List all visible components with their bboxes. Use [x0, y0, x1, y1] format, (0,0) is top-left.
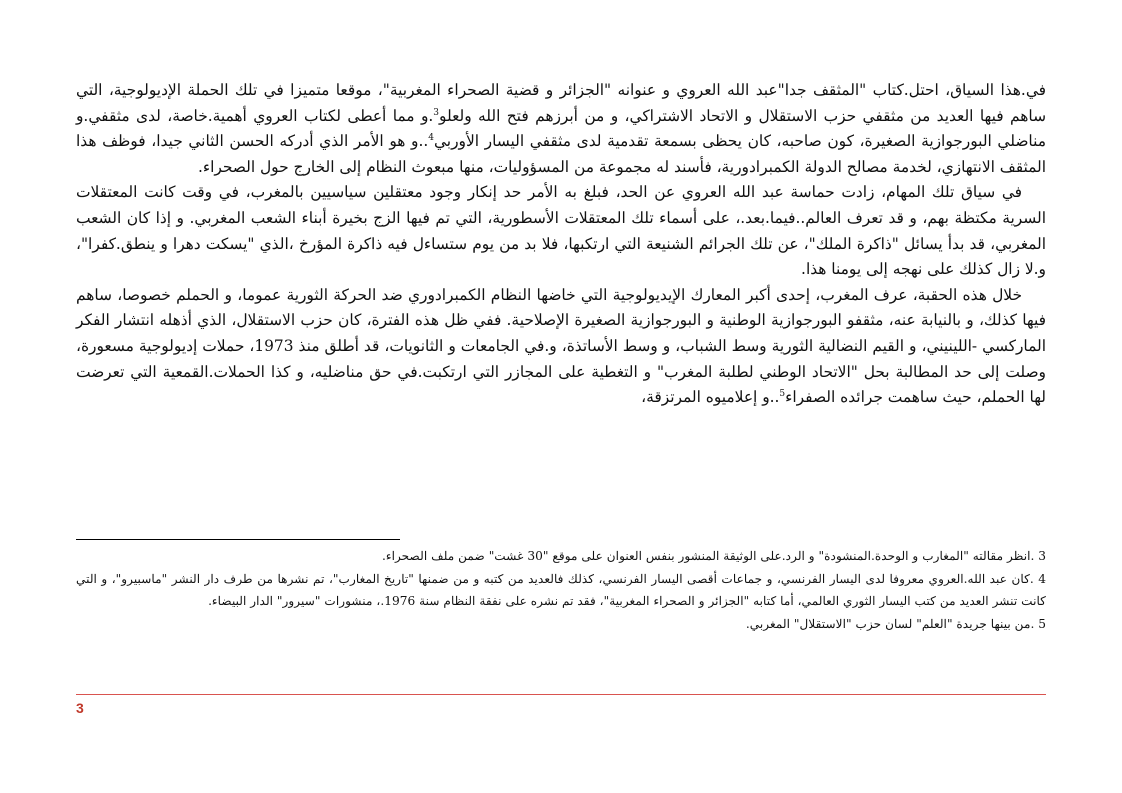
footnote-separator: [76, 539, 400, 540]
paragraph-1-part-1: في.هذا السياق، احتل.كتاب "المثقف جدا"عبد الله العروي و عنوانه "الجزائر و قضية الصحراء المغربية"، موقعا متميزا في تلك الحملة الإديولوجية، التي ساهم فيها العديد من مثقفي حزب الاستقلال و الاتحاد الاشتراكي، و من أبرزهم فتح الله ولعلو: [76, 81, 1046, 125]
footer-rule: [76, 694, 1046, 695]
footnote-4: 4 .كان عبد الله.العروي معروفا لدى اليسار الفرنسي، و جماعات أقصى اليسار الفرنسي، كذلك فالعديد من كتبه و من ضمنها "تاريخ المغارب"، تم نشرها من طرف دار النشر "ماسبيرو"، و التي كانت تنشر العديد من كتب اليسار الثوري العالمي، أما كتابه "الجزائر و الصحراء المغربية"، فقد تم نشره على نفقة النظام سنة 1976.، منشورات "سيرور" الدار البيضاء.: [76, 571, 1046, 609]
paragraph-3-part-1: خلال هذه الحقبة، عرف المغرب، إحدى أكبر المعارك الإيديولوجية التي خاضها النظام الكمبرادوري ضد الحركة الثورية عموما، و الحملم خصوصا، ساهم فيها كذلك، و بالنيابة عنه، مثقفو البورجوازية الوطنية و البورجوازية الصغيرة الإصلاحية. ففي ظل هذه الفترة، كان حزب الاستقلال، الذي أذهله انتشار الفكر الماركسي -اللينيني، و القيم النضالية الثورية وسط الشباب، و وسط الأساتذة، و.في الجامعات و الثانويات، قد أطلق منذ 1973، حملات إديولوجية مسعورة، وصلت إلى حد المطالبة بحل "الاتحاد الوطني لطلبة المغرب" و التغطية على المجازر التي ارتكبت.في حق مناضليه، و كذا الحملات.القمعية التي تعرضت لها الحملم، حيث ساهمت جرائده الصفراء: [76, 285, 1046, 407]
paragraph-1-part-3: ..و هو الأمر الذي أدركه الحسن الثاني جيدا، فوظف هذا المثقف الانتهازي، لخدمة مصالح الدولة الكمبرادورية، فأسند له مجموعة من المسؤوليات، منها مبعوث النظام إلى الخارج حول الصحراء.: [76, 132, 1046, 176]
paragraph-1: [76, 78, 1046, 180]
footnotes: [76, 545, 1046, 635]
page-number: 3: [76, 700, 84, 716]
footnote-ref-4: 4: [428, 133, 434, 144]
footnote-ref-3: 3: [433, 107, 440, 118]
paragraph-1-part-2: .و مما أعطى لكتاب العروي أهمية.خاصة، لدى مثقفي.و مناضلي البورجوازية الصغيرة، كون صاحبه، كان يحظى بسمعة تقدمية لدى مثقفي اليسار الأوربي: [76, 106, 1046, 151]
footnote-ref-5: 5: [779, 389, 786, 399]
footnote-5: 5 .من بينها جريدة "العلم" لسان حزب "الاستقلال" المغربي.: [745, 616, 1046, 631]
body-text: [76, 78, 1046, 411]
footnote-3: 3 .انظر مقالته "المغارب و الوحدة.المنشودة" و الرد.على الوثيقة المنشور بنفس العنوان على موقع "30 غشت" ضمن ملف الصحراء.: [381, 549, 1046, 563]
paragraph-3-part-2: ..و إعلاميوه المرتزقة،: [641, 388, 780, 407]
paragraph-3: [76, 283, 1046, 411]
paragraph-2: في سياق تلك المهام، زادت حماسة عبد الله العروي عن الحد، فبلغ به الأمر حد إنكار وجود معتقلين سياسيين بالمغرب، في وقت كانت المعتقلات السرية مكتظة بهم، و قد تعرف العالم..فيما.بعد.، على أسماء تلك المعتقلات الأسطورية، التي تم فيها الزج بخيرة أبناء الشعب المغربي. و إذا كان الشعب المغربي، قد بدأ يسائل "ذاكرة الملك"، عن تلك الجرائم الشنيعة التي ارتكبها، فلا بد من يوم ستساءل فيه ذاكرة المؤرخ ،الذي "يسكت دهرا و ينطق.كفرا"، و.لا زال كذلك على نهجه إلى يومنا هذا.: [76, 183, 1046, 279]
